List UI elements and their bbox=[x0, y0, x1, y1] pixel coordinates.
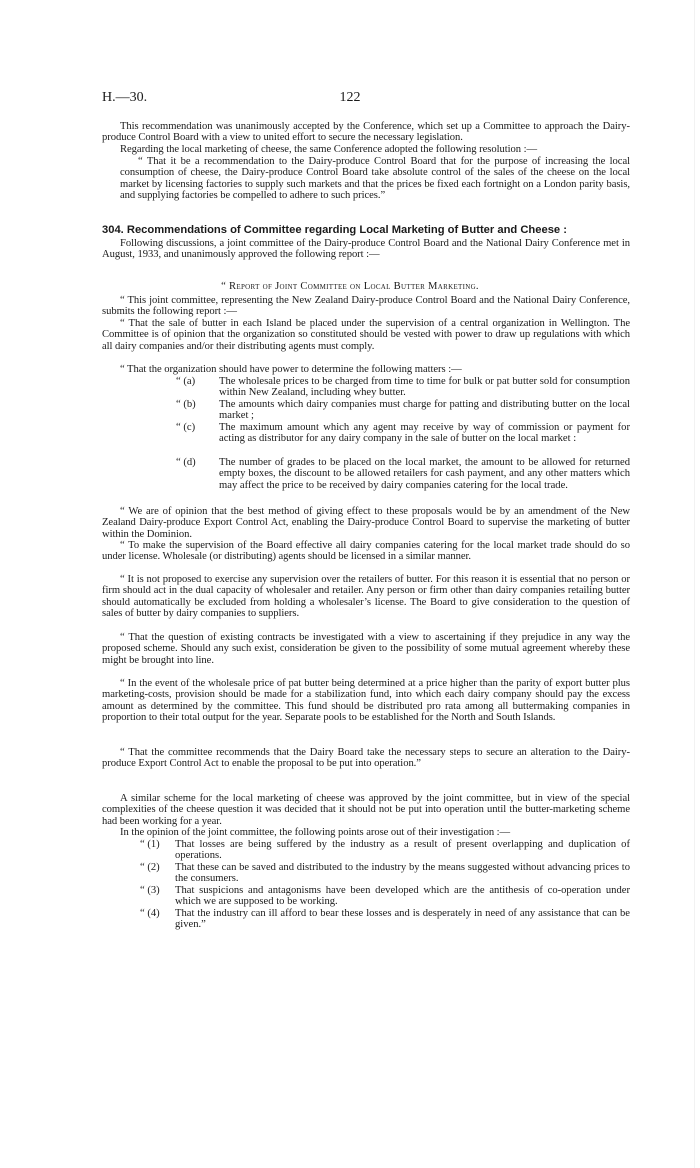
document-reference: H.—30. bbox=[102, 90, 148, 105]
report-paragraph-5: “ To make the supervision of the Board effective all dairy companies catering for the local market trade should do so under license. Wholesale (or distributing) agents should be licensed in a similar manner. bbox=[102, 540, 630, 563]
report-title: “ Report of Joint Committee on Local Butter Marketing. bbox=[221, 281, 479, 292]
matter-text-b: The amounts which dairy companies must charge for patting and distributing butter on the local market ; bbox=[219, 399, 630, 422]
matter-label-a: “ (a) bbox=[176, 376, 196, 387]
paragraph-cheese-scheme: A similar scheme for the local marketing of cheese was approved by the joint committee, but in view of the special complexities of the cheese question it was decided that it should not be put into operation until the butter-marketing scheme had been working for a year. bbox=[102, 793, 630, 827]
report-paragraph-2: “ That the sale of butter in each Island be placed under the supervision of a central organization in Wellington. The Committee is of opinion that the organization so constituted should be vested with power to draw up regulations with which all dairy companies and/or their distributing agents must comply. bbox=[102, 318, 630, 352]
matter-label-b: “ (b) bbox=[176, 399, 196, 410]
report-paragraph-9: “ That the committee recommends that the Dairy Board take the necessary steps to secure an alteration to the Dairy-produce Export Control Act to enable the proposal to be put into operation.” bbox=[102, 747, 630, 770]
quoted-cheese-resolution: “ That it be a recommendation to the Dairy-produce Control Board that for the purpose of increasing the local consumption of cheese, the Dairy-produce Control Board take absolute control of the sales of the cheese on the local market by licensing factories to supply such markets and that the prices be fixed each fortnight on a London parity basis, and supplying factories be compelled to adhere to such prices.” bbox=[120, 156, 630, 202]
paragraph-conference-acceptance: This recommendation was unanimously accepted by the Conference, which set up a Committee to approach the Dairy-produce Control Board with a view to united effort to secure the necessary legislation. bbox=[102, 121, 630, 144]
report-paragraph-1: “ This joint committee, representing the New Zealand Dairy-produce Control Board and the National Dairy Conference, submits the following report :— bbox=[102, 295, 630, 318]
point-text-2: That these can be saved and distributed to the industry by the means suggested without advancing prices to the consumers. bbox=[175, 862, 630, 885]
section-heading-304: 304. Recommendations of Committee regarding Local Marketing of Butter and Cheese : bbox=[102, 224, 567, 236]
point-label-2: “ (2) bbox=[140, 862, 160, 873]
matter-text-c: The maximum amount which any agent may receive by way of commission or payment for acting as distributor for any dairy company in the sale of butter on the local market : bbox=[219, 422, 630, 445]
report-paragraph-7: “ That the question of existing contracts be investigated with a view to ascertaining if they prejudice in any way the proposed scheme. Should any such exist, consideration be given to the possibility of some mutual agreement whereby these might be brought into line. bbox=[102, 632, 630, 666]
matter-label-d: “ (d) bbox=[176, 457, 196, 468]
point-text-3: That suspicions and antagonisms have been developed which are the antithesis of co-operation under which we are supposed to be working. bbox=[175, 885, 630, 908]
page-number: 122 bbox=[339, 90, 361, 105]
point-label-4: “ (4) bbox=[140, 908, 160, 919]
report-paragraph-6: “ It is not proposed to exercise any supervision over the retailers of butter. For this reason it is essential that no person or firm should act in the dual capacity of wholesaler and retailer. Any person or firm other than dairy companies retailing butter should automatically be excluded from holding a wholesaler’s license. The Board to give consideration to the question of sales of butter by dairy companies to suppliers. bbox=[102, 574, 630, 620]
point-label-1: “ (1) bbox=[140, 839, 160, 850]
matter-text-d: The number of grades to be placed on the local market, the amount to be allowed for returned empty boxes, the discount to be allowed retailers for cash payment, and any other matters which may affect the price to be received by dairy companies catering for the local trade. bbox=[219, 457, 630, 491]
report-paragraph-8: “ In the event of the wholesale price of pat butter being determined at a price higher than the parity of export butter plus marketing-costs, provision should be made for a stabilization fund, into which each dairy company should pay the excess amount as determined by the committee. This fund should be distributed pro rata among all buttermaking companies in proportion to their total output for the year. Separate pools to be established for the North and South Islands. bbox=[102, 678, 630, 724]
paragraph-joint-committee-intro: Following discussions, a joint committee of the Dairy-produce Control Board and the National Dairy Conference met in August, 1933, and unanimously approved the following report :— bbox=[102, 238, 630, 261]
point-text-1: That losses are being suffered by the industry as a result of present overlapping and duplication of operations. bbox=[175, 839, 630, 862]
point-label-3: “ (3) bbox=[140, 885, 160, 896]
matter-text-a: The wholesale prices to be charged from time to time for bulk or pat butter sold for consumption within New Zealand, including whey butter. bbox=[219, 376, 630, 399]
point-text-4: That the industry can ill afford to bear these losses and is desperately in need of any assistance that can be given.” bbox=[175, 908, 630, 931]
matter-label-c: “ (c) bbox=[176, 422, 196, 433]
paragraph-cheese-resolution-intro: Regarding the local marketing of cheese, the same Conference adopted the following resolution :— bbox=[120, 144, 538, 155]
report-paragraph-3: “ That the organization should have power to determine the following matters :— bbox=[120, 364, 462, 375]
paragraph-investigation-points-intro: In the opinion of the joint committee, the following points arose out of their investigation :— bbox=[120, 827, 511, 838]
page-edge-line bbox=[694, 0, 695, 1168]
report-paragraph-4: “ We are of opinion that the best method of giving effect to these proposals would be by an amendment of the New Zealand Dairy-produce Export Control Act, enabling the Dairy-produce Control Board to supervise the marketing of butter within the Dominion. bbox=[102, 506, 630, 540]
